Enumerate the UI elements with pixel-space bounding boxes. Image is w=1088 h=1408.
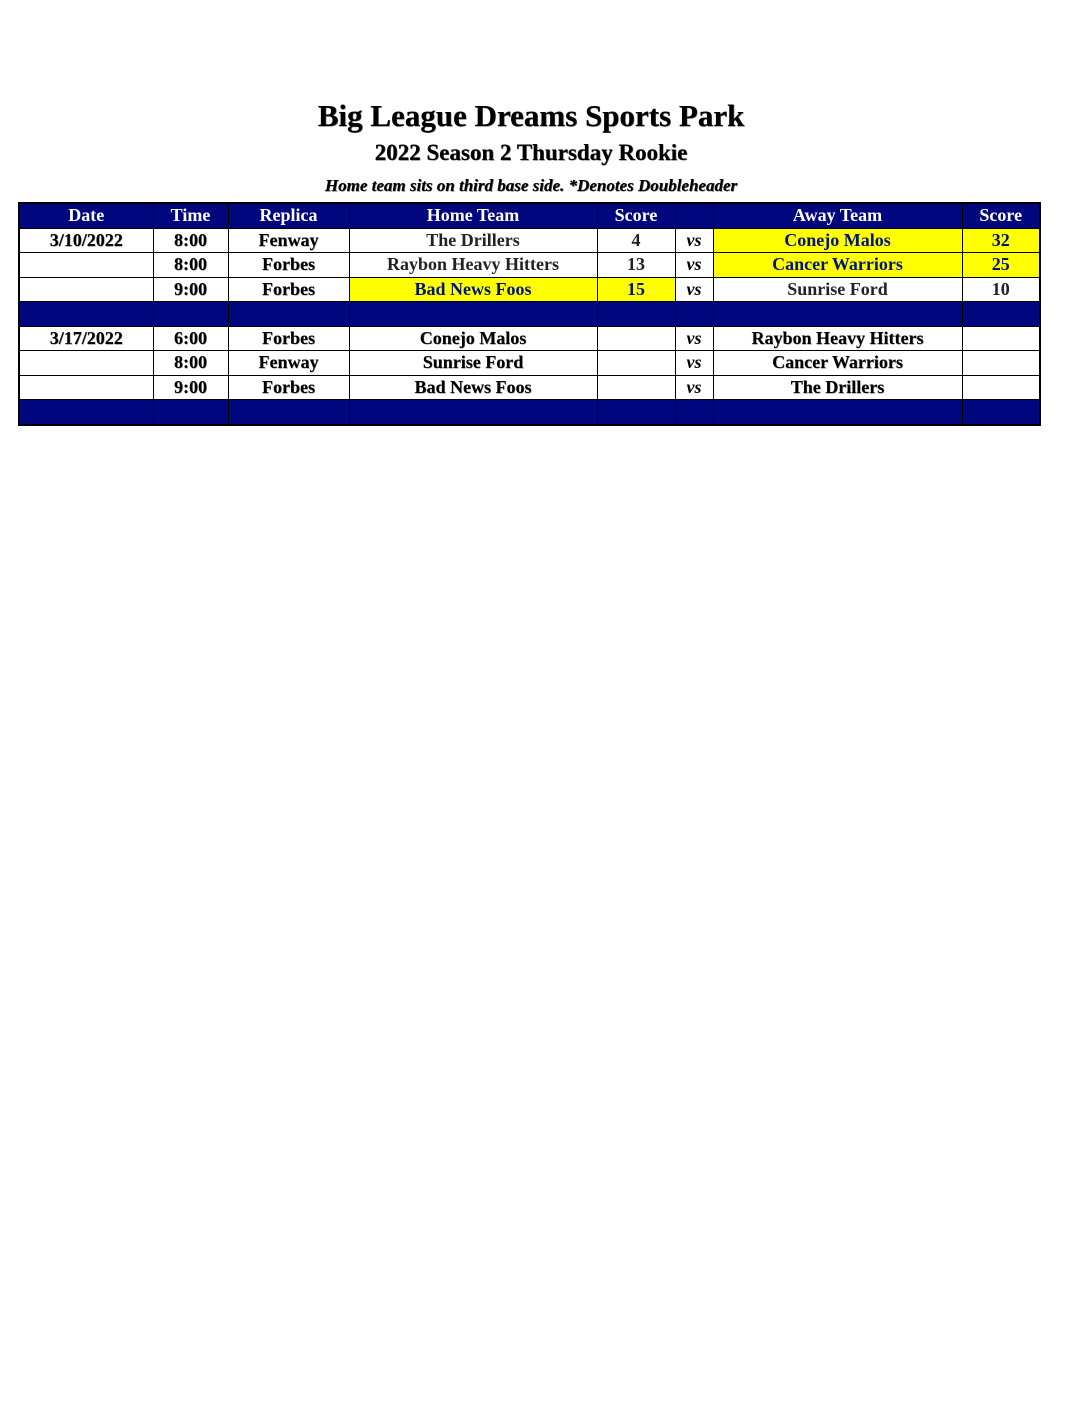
table-row <box>19 228 1040 253</box>
col-header-home-score: Score <box>597 203 675 228</box>
away-team: Raybon Heavy Hitters <box>713 326 962 351</box>
col-header-home-team: Home Team <box>349 203 597 228</box>
home-team: Raybon Heavy Hitters <box>349 253 597 278</box>
away-score: 10 <box>962 277 1040 302</box>
home-score: 13 <box>597 253 675 278</box>
away-team: Sunrise Ford <box>713 277 962 302</box>
vs-label: vs <box>675 228 713 253</box>
game-replica: Forbes <box>228 375 349 400</box>
col-header-vs <box>675 203 713 228</box>
away-score <box>962 326 1040 351</box>
table-row <box>19 375 1040 400</box>
game-replica: Fenway <box>228 351 349 376</box>
home-team: Sunrise Ford <box>349 351 597 376</box>
separator-row <box>19 400 1040 425</box>
game-time: 9:00 <box>153 375 228 400</box>
home-score <box>597 326 675 351</box>
page-subtitle: 2022 Season 2 Thursday Rookie <box>374 140 688 165</box>
game-time: 6:00 <box>153 326 228 351</box>
vs-label: vs <box>675 253 713 278</box>
home-team: Conejo Malos <box>349 326 597 351</box>
separator-row <box>19 302 1040 327</box>
away-score <box>962 351 1040 376</box>
game-time: 8:00 <box>153 228 228 253</box>
game-date <box>19 253 153 278</box>
table-header-row <box>19 203 1040 228</box>
vs-label: vs <box>675 375 713 400</box>
away-score: 25 <box>962 253 1040 278</box>
table-row <box>19 253 1040 278</box>
table-row <box>19 326 1040 351</box>
game-replica: Fenway <box>228 228 349 253</box>
vs-label: vs <box>675 277 713 302</box>
col-header-away-team: Away Team <box>713 203 962 228</box>
game-replica: Forbes <box>228 253 349 278</box>
away-team: Cancer Warriors <box>713 253 962 278</box>
table-row <box>19 277 1040 302</box>
game-time: 9:00 <box>153 277 228 302</box>
away-score: 32 <box>962 228 1040 253</box>
game-replica: Forbes <box>228 277 349 302</box>
away-team: The Drillers <box>713 375 962 400</box>
away-score <box>962 375 1040 400</box>
game-time: 8:00 <box>153 253 228 278</box>
home-team: Bad News Foos <box>349 375 597 400</box>
game-date: 3/17/2022 <box>19 326 153 351</box>
home-score <box>597 375 675 400</box>
game-date <box>19 375 153 400</box>
table-row <box>19 351 1040 376</box>
col-header-time: Time <box>153 203 228 228</box>
header-note: Home team sits on third base side. *Denotes Doubleheader <box>324 176 738 195</box>
page-title: Big League Dreams Sports Park <box>317 98 745 133</box>
vs-label: vs <box>675 326 713 351</box>
home-team: Bad News Foos <box>349 277 597 302</box>
col-header-replica: Replica <box>228 203 349 228</box>
game-time: 8:00 <box>153 351 228 376</box>
home-team: The Drillers <box>349 228 597 253</box>
home-score: 4 <box>597 228 675 253</box>
game-date <box>19 277 153 302</box>
schedule-table <box>18 202 1041 426</box>
game-date <box>19 351 153 376</box>
col-header-away-score: Score <box>962 203 1040 228</box>
col-header-date: Date <box>19 203 153 228</box>
home-score <box>597 351 675 376</box>
game-date: 3/10/2022 <box>19 228 153 253</box>
vs-label: vs <box>675 351 713 376</box>
game-replica: Forbes <box>228 326 349 351</box>
away-team: Cancer Warriors <box>713 351 962 376</box>
home-score: 15 <box>597 277 675 302</box>
away-team: Conejo Malos <box>713 228 962 253</box>
